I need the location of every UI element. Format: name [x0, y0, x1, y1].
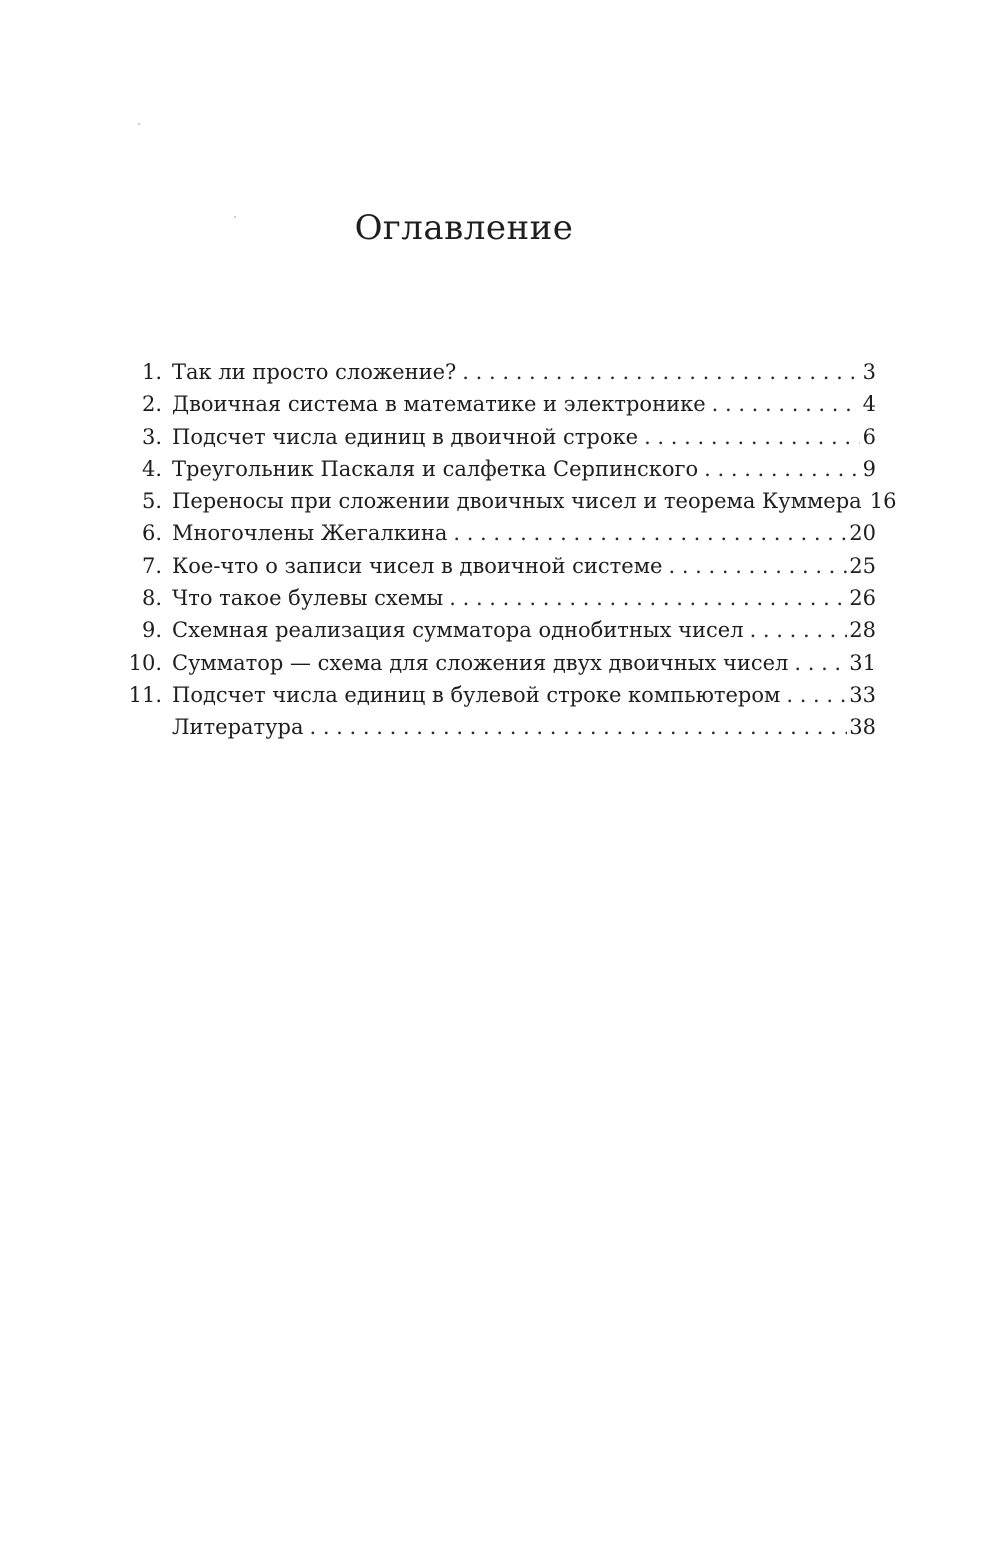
toc-entry-page: 25 [849, 553, 876, 578]
toc-entry-title: Треугольник Паскаля и салфетка Серпинского [172, 456, 699, 481]
dot-leader [449, 582, 847, 614]
page-title: Оглавление [354, 208, 574, 248]
toc-entry[interactable] [124, 517, 876, 549]
toc-entry[interactable] [124, 388, 876, 420]
toc-entry-title: Литература [172, 715, 304, 740]
dot-leader [668, 550, 847, 582]
toc-entry-page: 9 [862, 456, 876, 481]
toc-entry[interactable] [124, 582, 876, 614]
table-of-contents [124, 356, 897, 744]
dot-leader [704, 453, 860, 485]
dot-leader [462, 356, 860, 388]
toc-entry-number: 6. [141, 521, 162, 546]
toc-entry-title: Многочлены Жегалкина [172, 521, 448, 546]
toc-entry-page: 3 [862, 360, 876, 384]
toc-entry[interactable] [124, 614, 876, 646]
scan-speck [138, 123, 140, 125]
toc-entry-page: 38 [849, 715, 876, 740]
dot-leader [794, 647, 847, 679]
dot-leader [644, 421, 860, 453]
toc-entry[interactable] [124, 453, 876, 485]
toc-entry-title: Кое-что о записи чисел в двоичной системе [172, 553, 663, 578]
toc-entry-title: Двоичная система в математике и электронике [172, 392, 706, 417]
toc-entry-number: 9. [141, 618, 162, 643]
toc-entry-number: 10. [128, 650, 162, 675]
toc-entry-page: 16 [869, 489, 897, 514]
toc-entry-title: Так ли просто сложение? [172, 360, 457, 384]
toc-entry-number: 1. [141, 360, 162, 384]
toc-entry-page: 6 [862, 424, 876, 449]
toc-entry-page: 26 [849, 586, 876, 611]
toc-entry-number: 5. [141, 489, 162, 514]
toc-entry-number: 4. [141, 456, 162, 481]
toc-entry[interactable] [124, 711, 876, 743]
toc-entry[interactable] [124, 679, 876, 711]
toc-entry-title: Схемная реализация сумматора однобитных чисел [172, 618, 744, 643]
toc-entry[interactable] [124, 550, 876, 582]
toc-entry-page: 31 [849, 650, 876, 675]
toc-entry-page: 33 [849, 682, 876, 707]
toc-entry-title: Переносы при сложении двоичных чисел и теорема Куммера [172, 489, 862, 514]
toc-entry-page: 28 [849, 618, 876, 643]
scan-speck [234, 216, 236, 218]
dot-leader [712, 388, 860, 420]
toc-entry-title: Сумматор — схема для сложения двух двоичных чисел [172, 650, 789, 675]
toc-entry-title: Подсчет числа единиц в двоичной строке [172, 424, 639, 449]
toc-entry-title: Подсчет числа единиц в булевой строке компьютером [172, 682, 781, 707]
toc-entry-title: Что такое булевы схемы [172, 586, 444, 611]
toc-entry-number: 2. [141, 392, 162, 417]
dot-leader [309, 711, 847, 743]
toc-entry-number: 8. [141, 586, 162, 611]
dot-leader [453, 517, 847, 549]
toc-entry[interactable] [124, 485, 897, 517]
toc-entry[interactable] [124, 647, 876, 679]
dot-leader [786, 679, 847, 711]
toc-entry-number: 3. [141, 424, 162, 449]
toc-entry-number: 7. [141, 553, 162, 578]
toc-entry[interactable] [124, 356, 876, 388]
dot-leader [750, 614, 848, 646]
toc-entry-number: 11. [128, 682, 162, 707]
toc-entry-page: 20 [849, 521, 876, 546]
toc-entry-page: 4 [862, 392, 876, 417]
toc-entry[interactable] [124, 421, 876, 453]
